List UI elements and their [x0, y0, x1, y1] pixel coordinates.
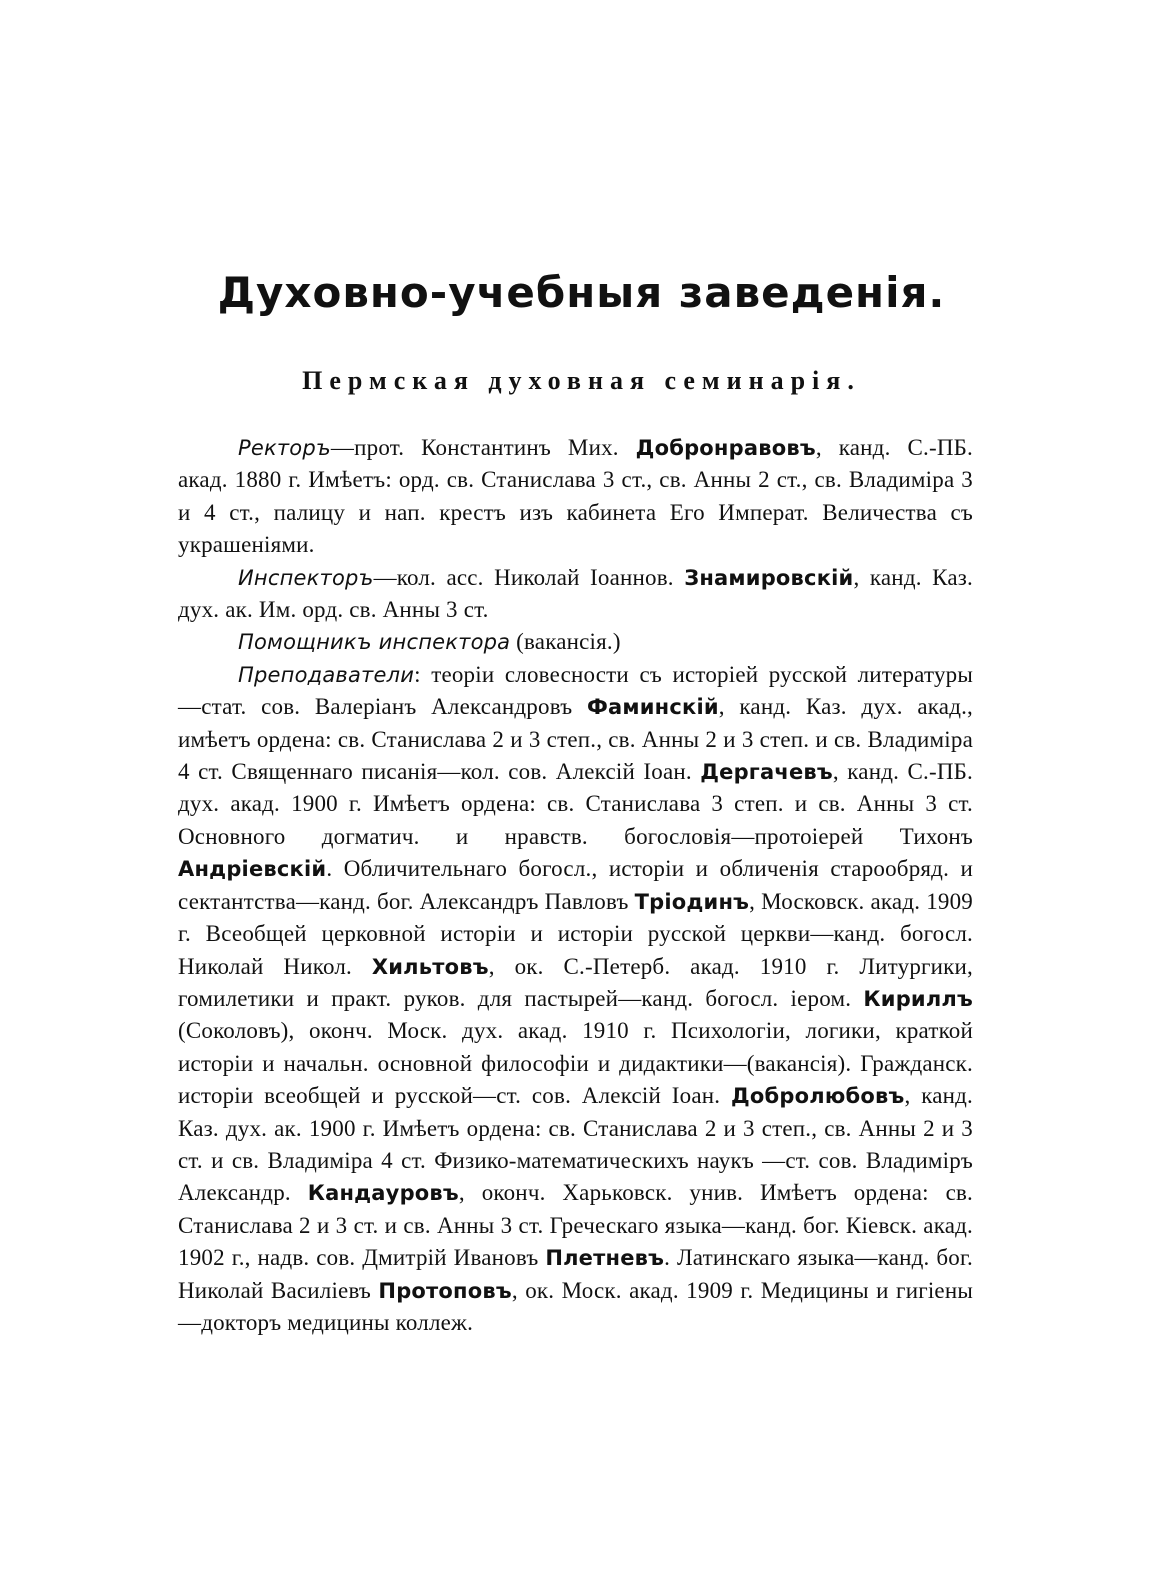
text-run: , канд. С.-ПБ. акад. 1880 г. Имѣетъ: орд. св. Станислава 3 ст., св. Анны 2 ст., св. Владиміра 3 и 4 ст., палицу и нап. крестъ изъ кабинета Его Императ. Величества съ украшеніями. [178, 435, 973, 558]
surname: Кириллъ [863, 986, 973, 1011]
surname: Дергачевъ [700, 760, 833, 785]
text-run: : теоріи словесности съ исторіей русской литературы —стат. сов. Валеріанъ Александровъ [178, 661, 973, 720]
role-label: Ректоръ [238, 436, 331, 460]
paragraph [178, 562, 973, 627]
text-run: —прот. Константинъ Мих. [330, 435, 636, 460]
text-run: . Латинскаго языка—канд. бог. Николай Василіевъ [178, 1245, 973, 1303]
surname: Хильтовъ [371, 954, 489, 979]
surname: Плетневъ [545, 1246, 665, 1271]
text-run: (Соколовъ), оконч. Моск. дух. акад. 1910 г. Психологіи, логики, краткой исторіи и начальн. основной философіи и дидактики—(вакансія). Гражданск. исторіи всеобщей и русской—ст. сов. Алексій Іоан. [178, 1018, 973, 1109]
surname: Кандауровъ [307, 1181, 459, 1206]
role-label: Преподаватели [238, 662, 415, 687]
text-run: . Обличительнаго богосл., исторіи и обличенія старообряд. и сектантства—канд. бог. Александръ Павловъ [178, 856, 973, 914]
document-body [178, 432, 973, 1339]
text-run: , ок. Моск. акад. 1909 г. Медицины и гигіены—докторъ медицины коллеж. [178, 1277, 973, 1335]
surname: Тріодинъ [634, 889, 750, 914]
text-run: , канд. Каз. дух. акад., имѣетъ ордена: св. Станислава 2 и 3 степ., св. Анны 2 и 3 степ. и св. Владиміра 4 ст. Священнаго писанія—кол. сов. Алексій Іоан. [178, 694, 973, 785]
text-run: , оконч. Харьковск. унив. Имѣетъ ордена: св. Станислава 2 и 3 ст. и св. Анны 3 ст. Греческаго языка—канд. бог. Кіевск. акад. 1902 г., надв. сов. Дмитрій Ивановъ [178, 1180, 973, 1271]
text-run: (вакансія.) [510, 629, 621, 655]
text-run: , канд. Каз. дух. ак. Им. орд. св. Анны 3 ст. [178, 564, 974, 623]
section-subtitle: Пермская духовная семинарія. [302, 366, 861, 395]
text-run: , Московск. акад. 1909 г. Всеобщей церковной исторіи и исторіи русской церкви—канд. богосл. Николай Никол. [178, 888, 974, 979]
surname: Добронравовъ [635, 436, 816, 460]
surname: Фаминскій [586, 695, 719, 720]
paragraph [178, 432, 973, 562]
text-run: , ок. С.-Петерб. акад. 1910 г. Литургики, гомилетики и практ. руков. для пастырей—канд. богосл. іером. [178, 953, 973, 1011]
paragraph [178, 659, 973, 1340]
text-run: —кол. асс. Николай Іоаннов. [373, 564, 685, 590]
page-title: Духовно-учебныя заведенія. [217, 268, 946, 317]
surname: Добролюбовъ [731, 1084, 905, 1109]
text-run: , канд. С.-ПБ. дух. акад. 1900 г. Имѣетъ ордена: св. Станислава 3 степ. и св. Анны 3 ст. Основного догматич. и нравств. богословія—протоіерей Тихонъ [178, 759, 973, 849]
surname: Протоповъ [378, 1278, 512, 1303]
role-label: Инспекторъ [238, 565, 374, 590]
surname: Знамировскій [684, 565, 854, 590]
surname: Андріевскій [178, 857, 327, 882]
paragraph [178, 626, 973, 658]
text-run: , канд. Каз. дух. ак. 1900 г. Имѣетъ ордена: св. Станислава 2 и 3 степ., св. Анны 2 и 3 ст. и св. Владиміра 4 ст. Физико-математическихъ наукъ —ст. сов. Владиміръ Александр. [178, 1083, 973, 1206]
role-label: Помощникъ инспектора [238, 630, 511, 655]
